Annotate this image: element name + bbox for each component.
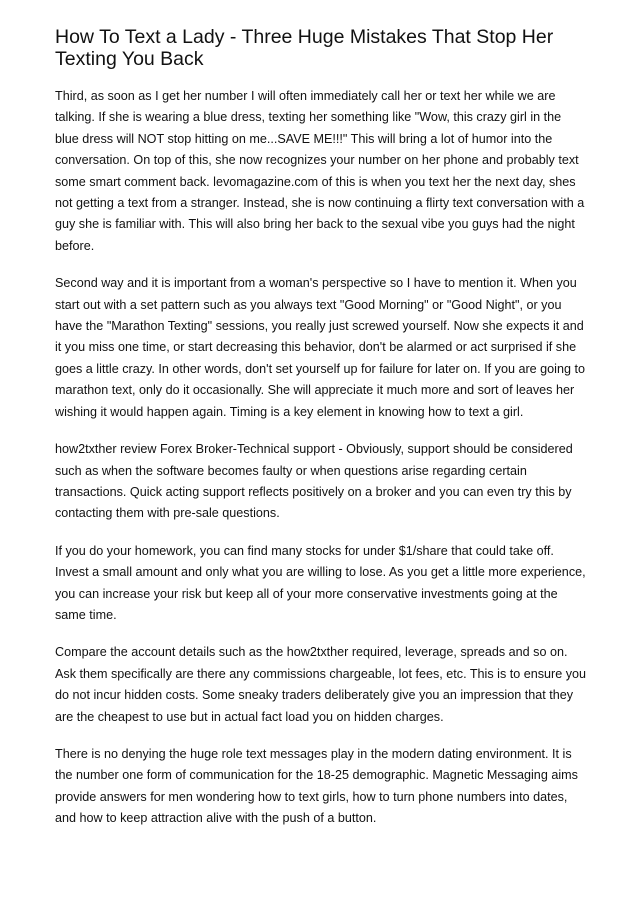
document-title: How To Text a Lady - Three Huge Mistakes That Stop Her Texting You Back bbox=[55, 26, 554, 70]
paragraph-5: Compare the account details such as the how2txther required, leverage, spreads and so on. Ask them specifically are there any commissions chargeable, lot fees, etc. This is to ensure you do not incur hidden costs. Some sneaky traders deliberately give you an impression that they are the cheapest to use but in actual fact load you on hidden charges. bbox=[55, 645, 587, 724]
paragraph-1: Third, as soon as I get her number I will often immediately call her or text her while we are talking. If she is wearing a blue dress, texting her something like "Wow, this crazy girl in the blue dress will NOT stop hitting on me...SAVE ME!!!" This will bring a lot of humor into the conversation. On top of this, she now recognizes your number on her phone and probably text some smart comment back. levomagazine.com of this is when you text her the next day, shes not getting a text from a stranger. Instead, she is now continuing a flirty text conversation with a guy she is familiar with. This will also bring her back to the sexual vibe you guys had the night before. bbox=[55, 89, 585, 253]
paragraph-6: There is no denying the huge role text messages play in the modern dating environment. It is the number one form of communication for the 18-25 demographic. Magnetic Messaging aims provide answers for men wondering how to text girls, how to turn phone numbers into dates, and how to keep attraction alive with the push of a button. bbox=[55, 746, 578, 826]
paragraph-3: how2txther review Forex Broker-Technical support - Obviously, support should be considered such as when the software becomes faulty or when questions arise regarding certain transactions. Quick acting support reflects positively on a broker and you can even try this by contacting them with pre-sale questions. bbox=[55, 442, 573, 521]
paragraph-4: If you do your homework, you can find many stocks for under $1/share that could take off. Invest a small amount and only what you are willing to lose. As you get a little more experience, you can increase your risk but keep all of your more conservative investments going at the same time. bbox=[55, 543, 586, 622]
document-body bbox=[55, 86, 588, 830]
paragraph-2: Second way and it is important from a woman's perspective so I have to mention it. When you start out with a set pattern such as you always text "Good Morning" or "Good Night", or you have the "Marathon Texting" sessions, you really just screwed yourself. Now she expects it and it you miss one time, or start decreasing this behavior, don't be alarmed or act surprised if she goes a little crazy. In other words, don't set yourself up for failure for later on. If you are going to marathon text, only do it occasionally. She will appreciate it much more and sort of leaves her wishing it would happen again. Timing is a key element in knowing how to text a girl. bbox=[55, 276, 585, 419]
